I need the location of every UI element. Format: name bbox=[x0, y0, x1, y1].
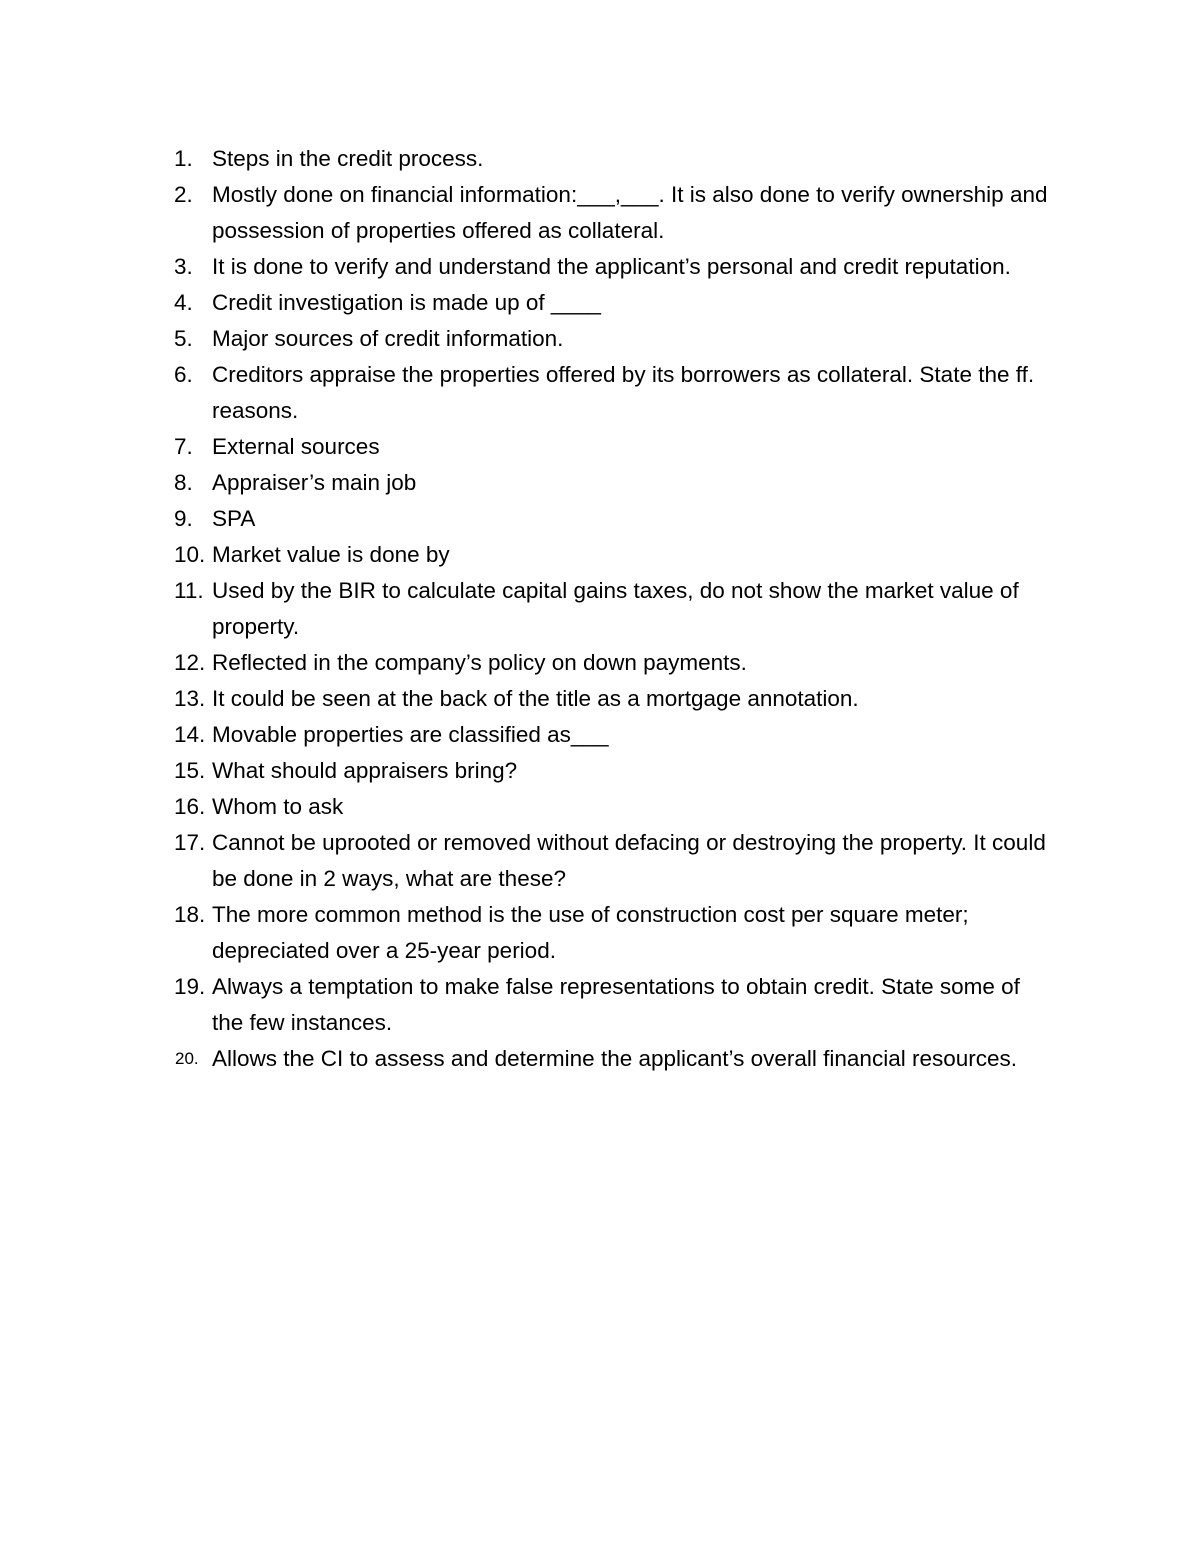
question-text: External sources bbox=[212, 434, 380, 459]
question-text: SPA bbox=[212, 506, 256, 531]
question-number: 11. bbox=[174, 578, 204, 603]
question-item bbox=[170, 1041, 1050, 1077]
question-item bbox=[170, 321, 1050, 357]
question-text: Used by the BIR to calculate capital gains taxes, do not show the market value of property. bbox=[212, 578, 1019, 639]
question-text: Always a temptation to make false representations to obtain credit. State some of the few instances. bbox=[212, 974, 1020, 1035]
question-item bbox=[170, 573, 1050, 645]
question-number: 12. bbox=[174, 650, 206, 675]
question-item bbox=[170, 141, 1050, 177]
question-number: 5. bbox=[174, 326, 193, 351]
question-number: 2. bbox=[174, 182, 193, 207]
question-text: Mostly done on financial information:___,___. It is also done to verify ownership and possession of properties offered as collateral. bbox=[212, 182, 1048, 243]
question-item bbox=[170, 717, 1050, 753]
question-text: Steps in the credit process. bbox=[212, 146, 484, 171]
question-text: Allows the CI to assess and determine the applicant’s overall financial resources. bbox=[212, 1046, 1018, 1071]
question-number: 18. bbox=[174, 902, 206, 927]
question-number: 15. bbox=[174, 758, 206, 783]
question-item bbox=[170, 681, 1050, 717]
question-number: 17. bbox=[174, 830, 206, 855]
question-item bbox=[170, 249, 1050, 285]
question-item bbox=[170, 753, 1050, 789]
question-item bbox=[170, 177, 1050, 249]
question-item bbox=[170, 357, 1050, 429]
question-item bbox=[170, 897, 1050, 969]
question-text: Creditors appraise the properties offered by its borrowers as collateral. State the ff. reasons. bbox=[212, 362, 1035, 423]
question-text: Major sources of credit information. bbox=[212, 326, 564, 351]
question-item bbox=[170, 285, 1050, 321]
question-item bbox=[170, 501, 1050, 537]
question-text: It is done to verify and understand the applicant’s personal and credit reputation. bbox=[212, 254, 1011, 279]
question-text: Appraiser’s main job bbox=[212, 470, 417, 495]
question-number: 9. bbox=[174, 506, 193, 531]
question-number: 1. bbox=[174, 146, 193, 171]
question-text: Market value is done by bbox=[212, 542, 450, 567]
question-number: 19. bbox=[174, 974, 206, 999]
question-number: 8. bbox=[174, 470, 193, 495]
question-list bbox=[170, 141, 1050, 1077]
question-item bbox=[170, 465, 1050, 501]
question-item bbox=[170, 429, 1050, 465]
question-text: The more common method is the use of construction cost per square meter; depreciated over a 25-year period. bbox=[212, 902, 969, 963]
question-text: Movable properties are classified as___ bbox=[212, 722, 609, 747]
question-number: 6. bbox=[174, 362, 193, 387]
question-number: 14. bbox=[174, 722, 206, 747]
question-number: 7. bbox=[174, 434, 193, 459]
question-number: 13. bbox=[174, 686, 206, 711]
question-text: Reflected in the company’s policy on down payments. bbox=[212, 650, 747, 675]
question-item bbox=[170, 537, 1050, 573]
question-number: 3. bbox=[174, 254, 193, 279]
question-item bbox=[170, 645, 1050, 681]
question-number: 20. bbox=[175, 1049, 199, 1068]
question-number: 16. bbox=[174, 794, 206, 819]
question-item bbox=[170, 789, 1050, 825]
question-text: It could be seen at the back of the title as a mortgage annotation. bbox=[212, 686, 859, 711]
question-text: Cannot be uprooted or removed without defacing or destroying the property. It could be done in 2 ways, what are these? bbox=[212, 830, 1046, 891]
question-number: 4. bbox=[174, 290, 193, 315]
question-item bbox=[170, 825, 1050, 897]
question-text: Whom to ask bbox=[212, 794, 344, 819]
question-number: 10. bbox=[174, 542, 206, 567]
question-item bbox=[170, 969, 1050, 1041]
question-text: Credit investigation is made up of ____ bbox=[212, 290, 601, 315]
question-text: What should appraisers bring? bbox=[212, 758, 518, 783]
